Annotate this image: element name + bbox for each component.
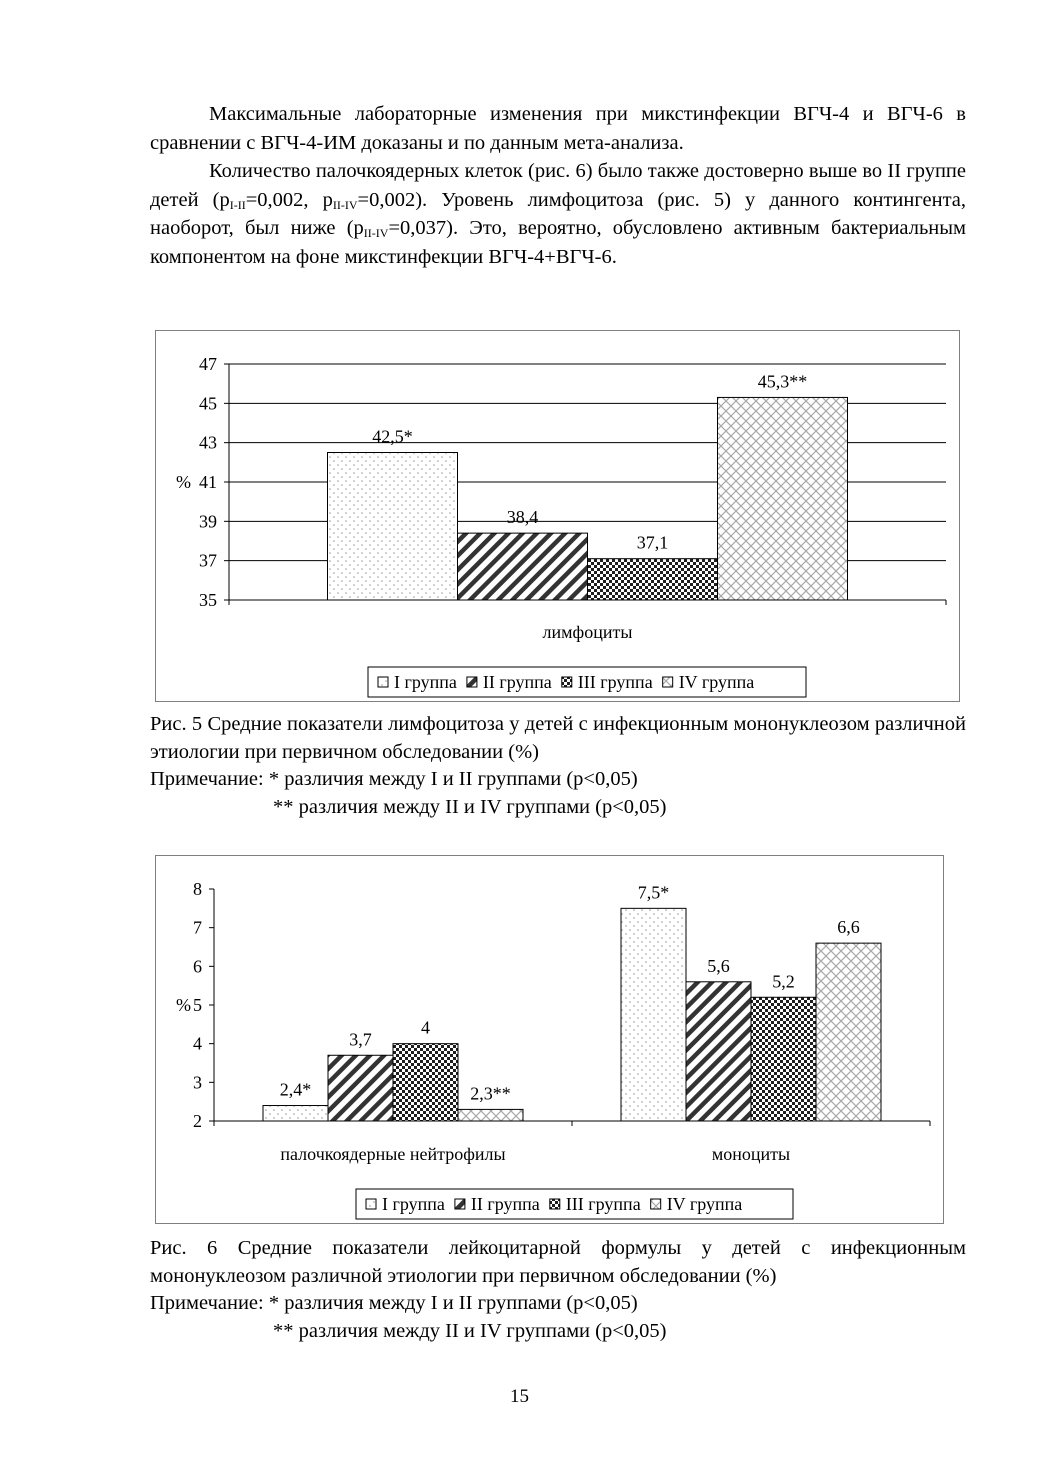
paragraph-2-text-d: =0,037). Это, вероятно, обусловлено активным бактериальным компонентом на фоне микстинфекции ВГЧ-4+ВГЧ-6. [150, 217, 967, 268]
p-subscript-1: I-II [229, 197, 246, 212]
category-label: лимфоциты [542, 622, 633, 642]
bar [686, 982, 751, 1121]
y-tick-label: 37 [199, 550, 217, 571]
y-tick-label: 45 [199, 393, 217, 414]
legend-label: III группа [577, 672, 653, 692]
bar [263, 1106, 328, 1121]
legend-label: III группа [565, 1194, 641, 1214]
y-tick-label: 4 [193, 1033, 202, 1054]
data-label: 7,5* [637, 882, 670, 903]
figure-5-chart [155, 330, 960, 702]
figure-6-note-1: Примечание: * различия между I и II группами (p<0,05) [150, 1292, 638, 1314]
bar [393, 1044, 458, 1121]
bar [328, 453, 458, 601]
y-tick-label: 47 [199, 354, 217, 374]
y-tick-label: 2 [193, 1111, 202, 1131]
legend-swatch [562, 677, 572, 687]
paragraph-2 [150, 157, 966, 271]
category-label: палочкоядерные нейтрофилы [280, 1144, 506, 1164]
figure-5-note-1: Примечание: * различия между I и II группами (p<0,05) [150, 768, 638, 790]
paragraph-2-text-a: Количество палочкоядерных клеток (рис. 6) было также достоверно выше во II группе детей (p [150, 160, 966, 211]
paragraph-1-text: Максимальные лабораторные изменения при микстинфекции ВГЧ-4 и ВГЧ-6 в сравнении с ВГЧ-4-ИМ доказаны и по данным мета-анализа. [150, 103, 966, 154]
y-tick-label: 6 [193, 956, 202, 977]
data-label: 37,1 [636, 532, 669, 553]
legend-label: II группа [470, 1194, 540, 1214]
figure-5-caption-block [150, 711, 966, 821]
figure-5-note-2: ** различия между II и IV группами (p<0,05) [273, 795, 667, 818]
bar [751, 997, 816, 1121]
bar [458, 533, 588, 600]
legend-swatch [550, 1199, 560, 1209]
paragraph-1 [150, 100, 966, 157]
bar [621, 908, 686, 1121]
figure-6-svg [156, 856, 943, 1223]
legend-swatch [467, 677, 477, 687]
data-label: 45,3** [757, 371, 808, 392]
figure-6-caption-block [150, 1235, 966, 1345]
p-subscript-3: II-IV [363, 226, 389, 240]
legend-swatch [663, 677, 673, 687]
bar [816, 943, 881, 1121]
y-tick-label: 41 [199, 472, 217, 492]
legend-swatch [366, 1199, 376, 1209]
data-label: 5,6 [707, 955, 730, 976]
data-label: 2,4* [279, 1079, 312, 1100]
data-label: 4 [421, 1017, 430, 1038]
y-tick-label: 7 [193, 917, 202, 938]
legend-label: I группа [394, 672, 457, 692]
y-tick-label: 43 [199, 432, 217, 453]
data-label: 42,5* [372, 426, 413, 447]
y-tick-label: 3 [193, 1072, 202, 1093]
bar [718, 397, 848, 600]
page-number: 15 [510, 1386, 529, 1407]
figure-6-chart [155, 855, 944, 1224]
figure-6-note-2: ** различия между II и IV группами (p<0,05) [273, 1319, 667, 1342]
legend-swatch [378, 677, 388, 687]
p-subscript-2: II-IV [332, 197, 358, 212]
paragraph-2-text-b: =0,002, p [245, 188, 333, 211]
data-label: 5,2 [772, 971, 795, 992]
legend-label: I группа [382, 1194, 445, 1214]
bar [588, 559, 718, 600]
legend-label: IV группа [666, 1194, 743, 1214]
data-label: 2,3** [470, 1083, 511, 1104]
y-axis-label: % [176, 472, 191, 492]
legend-label: IV группа [678, 672, 755, 692]
legend-label: II группа [482, 672, 552, 692]
bar [328, 1055, 393, 1121]
y-tick-label: 5 [193, 995, 202, 1015]
data-label: 3,7 [349, 1029, 372, 1050]
y-tick-label: 39 [199, 511, 217, 532]
paragraph-2-text-c: =0,002). Уровень лимфоцитоза (рис. 5) у данного контингента, наоборот, был ниже (p [150, 188, 966, 239]
data-label: 38,4 [506, 507, 539, 528]
category-label: моноциты [711, 1144, 791, 1164]
figure-5-svg [156, 331, 959, 701]
legend-swatch [651, 1199, 661, 1209]
y-tick-label: 8 [193, 879, 202, 899]
y-axis-label: % [176, 995, 191, 1015]
data-label: 6,6 [837, 917, 860, 938]
figure-6-caption: Рис. 6 Средние показатели лейкоцитарной формулы у детей с инфекционным мононуклеозом различной этиологии при первичном обследовании (%) [150, 1237, 966, 1287]
y-tick-label: 35 [199, 590, 217, 610]
bar [458, 1109, 523, 1121]
figure-5-caption: Рис. 5 Средние показатели лимфоцитоза у детей с инфекционным мононуклеозом различной этиологии при первичном обследовании (%) [150, 713, 966, 763]
legend-swatch [455, 1199, 465, 1209]
